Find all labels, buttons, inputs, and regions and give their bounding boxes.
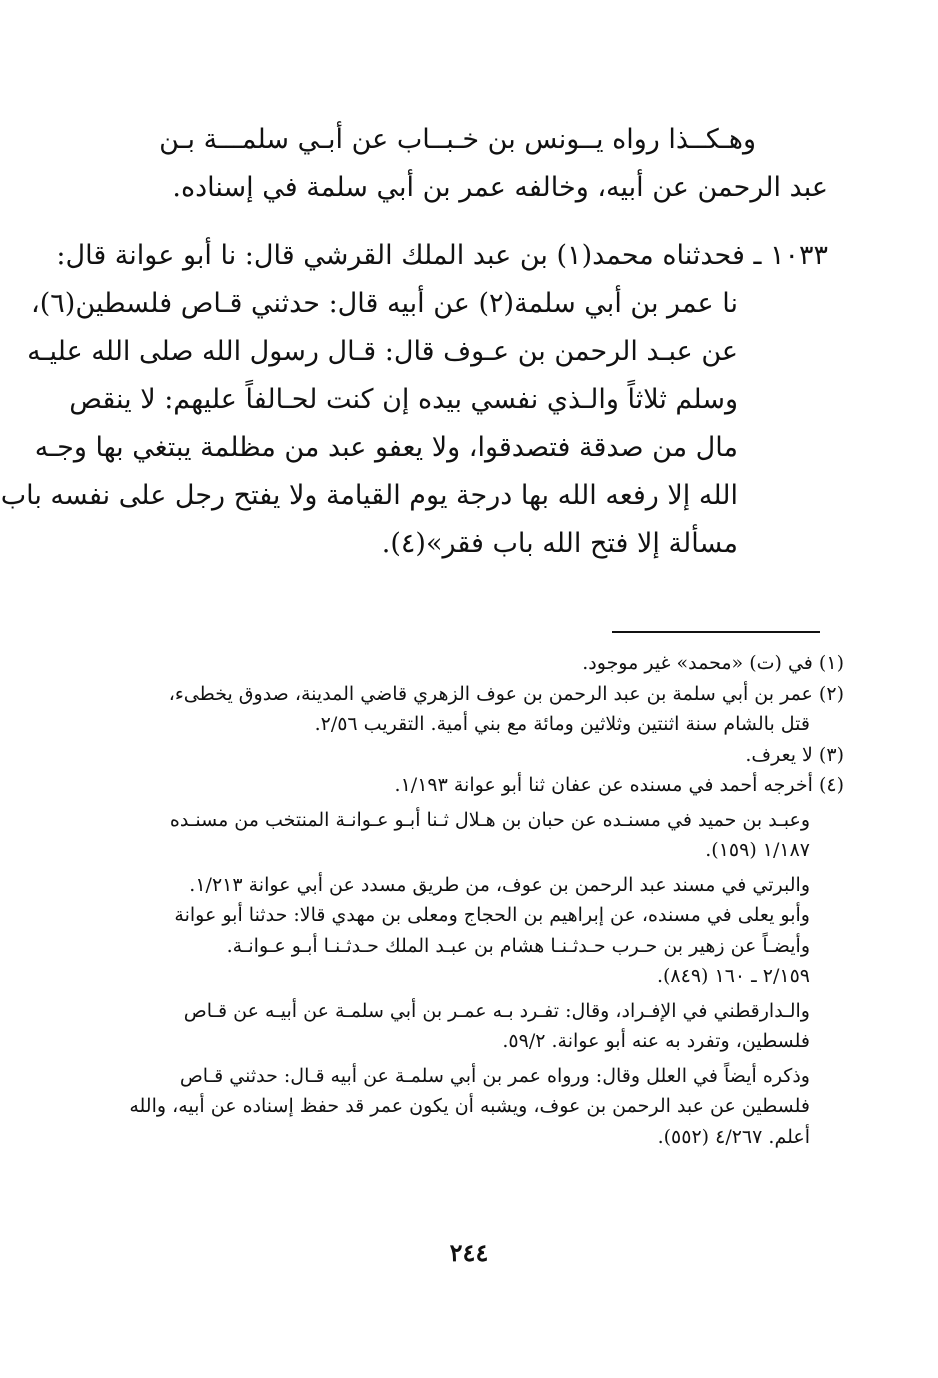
footnote-line: وأيضـاً عن زهير بن حـرب حـدثـنـا هشام بن عبـد الملك حـدثـنـا أبـو عـوانـة. xyxy=(226,934,810,957)
hadith-line: عن عبـد الرحمن بن عـوف قال: قـال رسول الله صلى الله عليـه xyxy=(27,336,738,367)
footnotes xyxy=(128,648,844,1152)
footnote-4 xyxy=(128,770,844,801)
footnote-line: (٢) عمر بن أبي سلمة بن عبد الرحمن بن عوف الزهري قاضي المدينة، صدوق يخطىء، xyxy=(168,682,844,705)
footnote-1 xyxy=(128,648,844,679)
footnote-line: فلسطين، وتفرد به عنه أبو عوانة. ٥٩/٢. xyxy=(502,1030,810,1052)
main-text xyxy=(0,116,828,568)
intro-paragraph xyxy=(128,116,828,212)
intro-line: عبد الرحمن عن أبيه، وخالفه عمر بن أبي سلمة في إسناده. xyxy=(172,172,828,203)
footnote-line: فلسطين عن عبد الرحمن بن عوف، ويشبه أن يكون عمر قد حفظ إسناده عن أبيه، والله xyxy=(129,1095,810,1117)
footnote-line: أعلم. ٤/٢٦٧ (٥٥٢). xyxy=(657,1125,810,1148)
footnote-3 xyxy=(128,740,844,771)
footnote-4-daraqutni xyxy=(128,996,844,1057)
hadith-line: مسألة إلا فتح الله باب فقر»(٤). xyxy=(381,528,738,559)
page-number: ٢٤٤ xyxy=(449,1238,489,1267)
hadith-line: ١٠٣٣ ـ فحدثناه محمد(١) بن عبد الملك القرشي قال: نا أبو عوانة قال: xyxy=(56,240,828,271)
hadith-line: مال من صدقة فتصدقوا، ولا يعفو عبد من مظلمة يبتغي بها وجـه xyxy=(34,432,738,463)
footnote-line: قتل بالشام سنة اثنتين وثلاثين ومائة مع بني أمية. التقريب ٢/٥٦. xyxy=(314,713,810,735)
footnote-divider xyxy=(612,631,820,633)
footnote-line: وذكره أيضاً في العلل وقال: ورواه عمر بن أبي سلمـة عن أبيه قـال: حدثني قـاص xyxy=(179,1064,810,1087)
footnote-4-abu-yala xyxy=(128,900,844,992)
footnote-line: (١) في (ت) «محمد» غير موجود. xyxy=(582,652,844,674)
footnote-line: والـدارقطني في الإفـراد، وقال: تفـرد بـه عمـر بن أبي سلمـة عن أبيـه عن قـاص xyxy=(183,999,810,1022)
footnote-4-barti xyxy=(128,870,844,901)
footnote-line: وأبو يعلى في مسنده، عن إبراهيم بن الحجاج ومعلى بن مهدي قالا: حدثنا أبو عوانة xyxy=(174,904,810,926)
footnote-4-abd-bin-humaid xyxy=(128,805,844,866)
hadith-line: نا عمر بن أبي سلمة(٢) عن أبيه قال: حدثني قـاص فلسطين(٦)، xyxy=(31,288,738,319)
footnote-4-ilal xyxy=(128,1061,844,1153)
intro-line: وهـكــذا رواه يــونس بن خـبــاب عن أبـي سلمـــة بـن xyxy=(159,124,756,155)
hadith-line: وسلم ثلاثاً والـذي نفسي بيده إن كنت لحـالفاً عليهم: لا ينقص xyxy=(69,384,738,415)
footnote-line: ١/١٨٧ (١٥٩). xyxy=(705,839,810,861)
footnote-line: (٣) لا يعرف. xyxy=(745,743,844,766)
footnote-line: ٢/١٥٩ ـ ١٦٠ (٨٤٩). xyxy=(656,965,810,987)
footnote-line: والبرتي في مسند عبد الرحمن بن عوف، من طريق مسدد عن أبي عوانة ١/٢١٣. xyxy=(189,873,810,896)
footnote-2 xyxy=(128,679,844,740)
hadith-paragraph xyxy=(0,232,828,568)
footnote-line: (٤) أخرجه أحمد في مسنده عن عفان ثنا أبو عوانة ١/١٩٣. xyxy=(394,774,844,796)
footnote-line: وعبـد بن حميد في مسنـده عن حبان بن هـلال ثـنا أبـو عـوانـة المنتخب من مسنـده xyxy=(169,808,810,831)
hadith-line: الله إلا رفعه الله بها درجة يوم القيامة ولا يفتح رجل على نفسه باب xyxy=(0,480,738,511)
